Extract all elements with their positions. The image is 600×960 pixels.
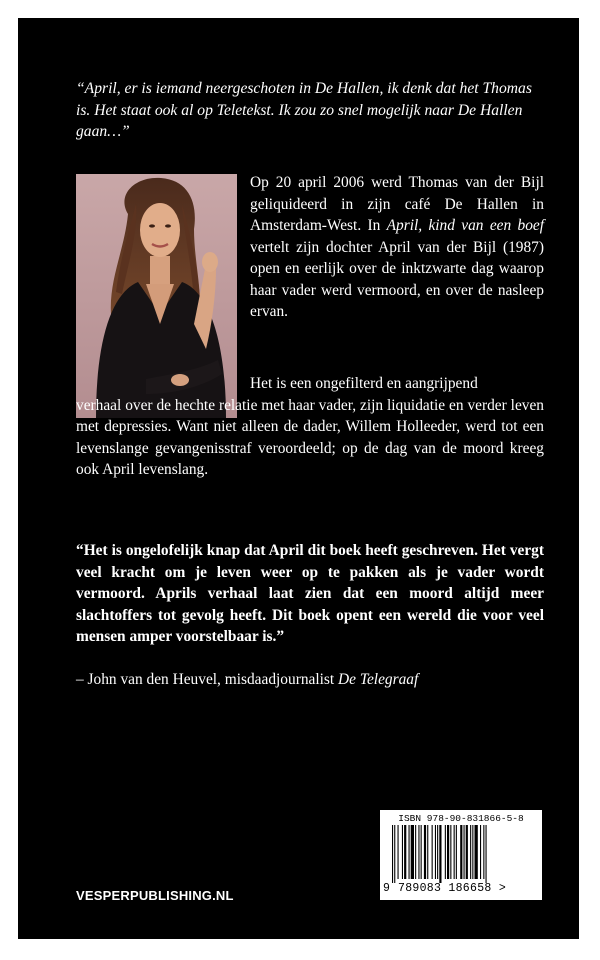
- barcode-bar: [470, 825, 471, 879]
- barcode-bar: [439, 825, 441, 883]
- barcode-bar: [394, 825, 395, 883]
- barcode-bar: [480, 825, 481, 879]
- review-quote: “Het is ongelofelijk knap dat April dit boek heeft geschreven. Het vergt veel kracht om je leven weer op te pakken als je vader wordt vermoord. Aprils verhaal laat zien dat een moord altijd meer slachtoffers tot gevolg heeft. Dit boek opent een wereld die voor veel mensen amper voorstelbaar is.”: [76, 542, 544, 645]
- intro-quote: “April, er is iemand neergeschoten in De Hallen, ik denk dat het Thomas is. Het staat ook al op Teletekst. Ik zou zo snel mogelijk naar De Hallen gaan…”: [76, 80, 532, 140]
- book-title: April, kind van een boef: [386, 217, 544, 234]
- barcode-bar: [398, 825, 399, 879]
- barcode-bar: [427, 825, 428, 879]
- barcode-bar: [415, 825, 416, 879]
- barcode-bar: [409, 825, 410, 879]
- barcode-bar: [464, 825, 465, 879]
- barcode-bar: [392, 825, 393, 883]
- blurb2-rest: verhaal over de hechte relatie met haar vader, zijn liquidatie en verder leven met depressies. Want niet alleen de dader, Willem Holleeder, werd tot een levenslange gevangenisstraf veroordeeld; op de dag van de moord kreeg ook April levenslang.: [76, 396, 544, 478]
- barcode-bar: [421, 825, 422, 879]
- publisher-url: VESPERPUBLISHING.NL: [76, 888, 234, 903]
- blurb1-before: Op 20 april 2006 werd Thomas van der Bijl geliquideerd in zijn café De Hallen in Amsterdam-West. In: [250, 174, 544, 234]
- barcode-bar: [472, 825, 473, 879]
- barcode-bar: [486, 825, 487, 883]
- ean-first-digit: 9: [383, 882, 390, 895]
- barcode-bar: [432, 825, 433, 879]
- review-attribution: [76, 669, 556, 691]
- barcode-bar: [454, 825, 455, 879]
- back-cover: [18, 18, 579, 939]
- attribution-publication: De Telegraaf: [338, 671, 419, 688]
- blurb-paragraph-2: [76, 373, 544, 481]
- barcode-bar: [475, 825, 478, 879]
- isbn-barcode: [380, 810, 542, 900]
- barcode-bar: [450, 825, 451, 879]
- barcode-bar: [418, 825, 419, 879]
- attribution-prefix: – John van den Heuvel, misdaadjournalist: [76, 671, 339, 688]
- barcode-bar: [402, 825, 403, 879]
- barcode-bar: [460, 825, 462, 879]
- blurb1-after: vertelt zijn dochter April van der Bijl (1987) open en eerlijk over de inktzwarte dag waarop haar vader werd vermoord, en over de nasleep ervan.: [250, 238, 544, 320]
- barcode-bar: [456, 825, 457, 879]
- ean-remaining-digits: 789083 186658 >: [398, 882, 507, 895]
- barcode-bar: [466, 825, 468, 879]
- blurb2-first-line: Het is een ongefilterd en aangrijpend: [250, 375, 478, 392]
- blurb-paragraph-1: [250, 172, 544, 323]
- isbn-label: ISBN 978-90-831866-5-8: [398, 813, 524, 824]
- barcode-bar: [447, 825, 449, 879]
- barcode-bar: [435, 825, 436, 879]
- barcode-bar: [424, 825, 426, 879]
- barcode-bar: [404, 825, 406, 879]
- barcode-bar: [483, 825, 484, 879]
- barcode-bars: [392, 825, 532, 883]
- barcode-bar: [437, 825, 438, 879]
- barcode-bar: [445, 825, 446, 879]
- barcode-bar: [411, 825, 414, 879]
